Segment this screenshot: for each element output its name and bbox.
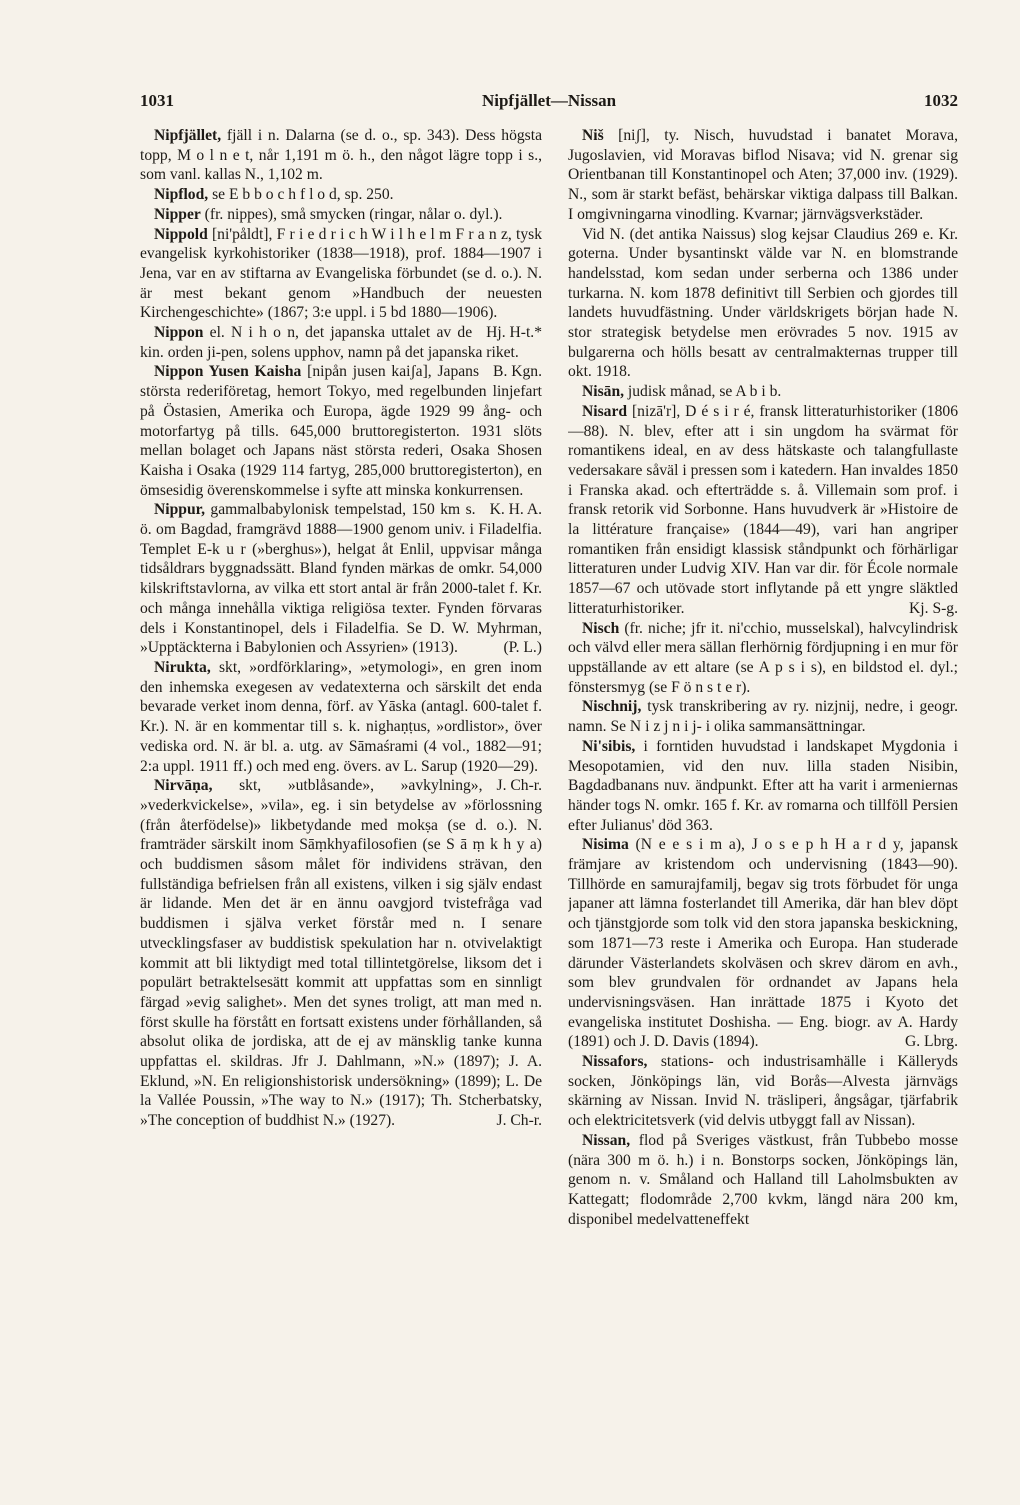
article-entry (568, 382, 958, 402)
entry-text: se E b b o c h f l o d, sp. 250. (208, 186, 394, 204)
page-header (140, 91, 958, 117)
entry-headword: Nisch (582, 619, 620, 637)
author-signature: J. Ch-r. (496, 777, 542, 795)
left-column (140, 126, 542, 1446)
entry-text: (N e e s i m a), J o s e p h H a r d y, japansk främjare av kristendom och undervisning (1843—90). Tillhörde en samurajfamilj, begav sig trots förbudet för unga japaner att lämna fosterlandet till Amerika, där han blev döpt och tjänstgjorde som tolk vid den stora japanska beskickning, som 1871—73 reste i Amerika och Europa. Han studerade därunder Västerlandets skolväsen och skrev därom en avh., som blev grundvalen för ordnandet av Japans hela undervisningsväsen. Han inrättade 1875 i Kyoto det evangeliska institutet Doshisha. — Eng. biogr. av A. Hardy (1891) och J. D. Davis (1894). (568, 836, 958, 1051)
entry-text: [nizā'r], D é s i r é, fransk litteraturhistoriker (1806—88). N. blev, efter att i sin ungdom ha svärmat för romantikens ideal, en av dess hätskaste och talangfullaste vedersakare såväl i pressen som i katedern. Han invaldes 1850 i Franska akad. och efterträdde s. å. Villemain som prof. i fransk retorik vid Sorbonne. Hans huvudverk är »Histoire de la littérature française» (1844—49), vari han angriper romantiken från ensidigt klassisk ståndpunkt och förhärligar litteraturen under Ludvig XIV. Han var dir. för École normale 1857—67 och utövade stort inflytande på ett yngre släktled litteraturhistoriker. (568, 402, 958, 617)
article-entry (568, 835, 958, 1052)
entry-text: tysk transkribering av ry. nizjnij, nedre, i geogr. namn. Se N i z j n i j- i olika sammansättningar. (568, 698, 958, 736)
entry-headword: Nisān, (582, 383, 625, 401)
entry-headword: Nirukta, (154, 658, 211, 676)
article-entry (568, 225, 958, 383)
entry-text: [nipån jusen kaiʃa], Japans största rederiföretag, hemort Tokyo, med regelbunden linjefart på Östasien, Amerika och Europa, ägde 1929 99 ång- och motorfartyg på tills. 645,000 bruttoregisterton. 1931 slöts mellan bolaget och Japans näst största rederi, Osaka Shosen Kaisha i Osaka (1929 114 fartyg, 285,000 bruttoregisterton), en ömsesidig överenskommelse i syfte att minska konkurrensen. (140, 363, 542, 499)
entry-text: [niʃ], ty. Nisch, huvudstad i banatet Morava, Jugoslavien, vid Moravas biflod Nisava; vid N. grenar sig Orientbanan till Konstantinopel och Aten; 37,000 inv. (1929). N., som är starkt befäst, behärskar viktiga dalpass till Balkan. I omgivningarna vinodling. Kvarnar; järnvägsverkstäder. (568, 127, 958, 223)
entry-headword: Nisima (582, 836, 629, 854)
entry-text: judisk månad, se A b i b. (624, 383, 782, 401)
entry-text: fjäll i n. Dalarna (se d. o., sp. 343). Dess högsta topp, M o l n e t, når 1,191 m ö. h., den något lägre topp i s., som vanl. kallas N., 1,102 m. (140, 127, 542, 184)
left-page-number: 1031 (140, 91, 174, 110)
right-column (568, 126, 958, 1446)
author-signature: G. Lbrg. (905, 1033, 958, 1051)
article-entry (568, 619, 958, 698)
entry-text: [ni'påldt], F r i e d r i c h W i l h e l m F r a n z, tysk evangelisk kyrkohistoriker (1838—1918), prof. 1884—1907 i Jena, var en av stiftarna av Evangeliska förbundet (se d. o.). N. är mest bekant genom »Handbuch der neuesten Kirchengeschichte» (1867; 3:e uppl. i 5 bd 1880—1906). (140, 225, 542, 322)
entry-text: Vid N. (det antika Naissus) slog kejsar Claudius 269 e. Kr. goterna. Under bysantinskt välde var N. en blomstrande handelsstad, kom sedan under serberna och 1386 under turkarna. N. kom 1878 definitivt till Serbien och gjordes till landets huvudfästning. Under världskrigets början hade N. stor strategisk betydelse men erövrades 5 nov. 1915 av bulgarerna och hölls besatt av centralmakternas trupper till okt. 1918. (568, 225, 958, 381)
article-entry (140, 500, 542, 658)
entry-headword: Niš (582, 127, 604, 144)
article-entry (568, 737, 958, 836)
entry-headword: Nipper (154, 205, 201, 223)
author-signature: K. H. A. (489, 501, 542, 519)
entry-text: gammalbabylonisk tempelstad, 150 km s. ö. om Bagdad, framgrävd 1888—1900 genom univ. i Filadelfia. Templet E-k u r (»berghus»), helgat åt Enlil, uppvisar många tidsåldrars byggnadssätt. Bland fynden märkas de omkr. 54,000 kilskriftstavlorna, av vilka ett stort antal är från 2000-talet f. Kr. och många innehålla viktiga religiösa texter. Fynden förvaras dels i Konstantinopel, dels i Filadelfia. Se D. W. Myhrman, »Upptäckterna i Babylonien och Assyrien» (1913). (140, 501, 542, 657)
entry-text: (fr. nippes), små smycken (ringar, nålar o. dyl.). (200, 205, 503, 223)
article-entry (140, 185, 542, 205)
entry-headword: Nissafors, (582, 1053, 648, 1071)
entry-text: el. N i h o n, det japanska uttalet av de kin. orden ji-pen, solens upphov, namn på det japanska riket. (140, 324, 519, 361)
article-entry (140, 776, 542, 1131)
author-signature: J. Ch-r. (496, 1112, 542, 1130)
article-entry (140, 126, 542, 185)
right-page-number: 1032 (924, 91, 958, 110)
author-signature: Hj. H-t.* (486, 324, 542, 342)
author-signature: B. Kgn. (493, 363, 542, 381)
entry-headword: Nischnij, (582, 698, 642, 716)
entry-headword: Nirvāṇa, (154, 777, 213, 795)
article-entry (568, 1131, 958, 1230)
article-entry (568, 1052, 958, 1131)
running-title: Nipfjället—Nissan (481, 91, 617, 110)
entry-text: flod på Sveriges västkust, från Tubbebo mosse (nära 300 m ö. h.) i n. Bonstorps socken, Jönköpings län, genom n. v. Småland och Halland till Laholmsbukten av Kattegatt; flodområde 2,700 kvkm, längd nära 200 km, disponibel medelvatteneffekt (568, 1131, 958, 1228)
entry-headword: Ni'sibis, (582, 737, 636, 755)
article-entry (568, 697, 958, 736)
entry-headword: Nisard (582, 402, 628, 420)
entry-headword: Nipfjället, (154, 127, 222, 144)
entry-text: stations- och industrisamhälle i Källeryds socken, Jönköpings län, vid Borås—Alvesta järnvägs skärning av Nissan. Invid N. träsliperi, ångsågar, tjärfabrik och elektricitetsverk (vid delvis utbyggt fall av Nissan). (568, 1053, 958, 1130)
entry-headword: Nippur, (154, 501, 205, 519)
article-entry (568, 402, 958, 619)
entry-text: skt, »ordförklaring», »etymologi», en gren inom den inhemska exegesen av vedatexterna och särskilt det enda bevarade verket inom denna, förf. av Yāska (antagl. 600-talet f. Kr.). N. är en kommentar till s. k. nighaṇṭus, »ordlistor», över vediska ord. N. är bl. a. utg. av Sāmaśrami (4 vol., 1882—91; 2:a uppl. 1911 ff.) och med eng. övers. av L. Sarup (1920—29). (140, 658, 542, 775)
entry-headword: Nipflod, (154, 186, 209, 204)
entry-headword: Nissan, (582, 1131, 631, 1149)
article-entry (140, 205, 542, 225)
entry-text: (fr. niche; jfr it. ni'cchio, musselskal), halvcylindrisk och välvd eller mera sällan flerhörnig fördjupning i en mur för uppställande av ett altare (se A p s i s), en bildstod el. dyl.; fönstersmyg (se F ö n s t e r). (568, 619, 958, 696)
entry-text: i forntiden huvudstad i landskapet Mygdonia i Mesopotamien, vid den nuv. lilla staden Nisibin, Bagdadbanans nuv. ändpunkt. Efter att ha varit i armeniernas händer togs N. omkr. 165 f. Kr. av romarna och tillföll Persien efter Julianus' död 363. (568, 737, 958, 834)
entry-headword: Nippon Yusen Kaisha (154, 363, 302, 381)
entry-headword: Nippon (154, 324, 204, 342)
entry-headword: Nippold (154, 225, 208, 243)
article-entry (568, 126, 958, 225)
author-signature: Kj. S-g. (909, 599, 958, 617)
author-signature: (P. L.) (503, 639, 542, 657)
entry-text: skt, »utblåsande», »avkylning», »vederkvickelse», »vila», eg. i sin betydelse av »förlossning (från återfödelse)» likbetydande med mokṣa (se d. o.). N. framträder särskilt inom Sāṃkhyafilosofien (se S ā ṃ k h y a) och buddismen såsom målet för individens strävan, den fullständiga befrielsen från all existens, vilken i sig själv endast är lidande. Men det är en ännu oavgjord tvistefråga vad buddismen i själva verket förstår med n. I senare utvecklingsfaser av buddistisk spekulation har n. otvivelaktigt kommit att bli liktydigt med total tillintetgörelse, liksom det i populärt betraktelsesätt kommit att uppfattas som en sinnligt färgad »evig salighet». Men det synes troligt, att man med n. först skulle ha förstått en fortsatt existens under förhållanden, så absolut olika de jordiska, att de ej av mänsklig tanke kunna uppfattas el. skildras. Jfr J. Dahlmann, »N.» (1897); J. A. Eklund, »N. En religionshistorisk undersökning» (1899); L. De la Vallée Poussin, »The way to N.» (1917); Th. Stcherbatsky, »The conception of buddhist N.» (1927). (140, 777, 542, 1130)
